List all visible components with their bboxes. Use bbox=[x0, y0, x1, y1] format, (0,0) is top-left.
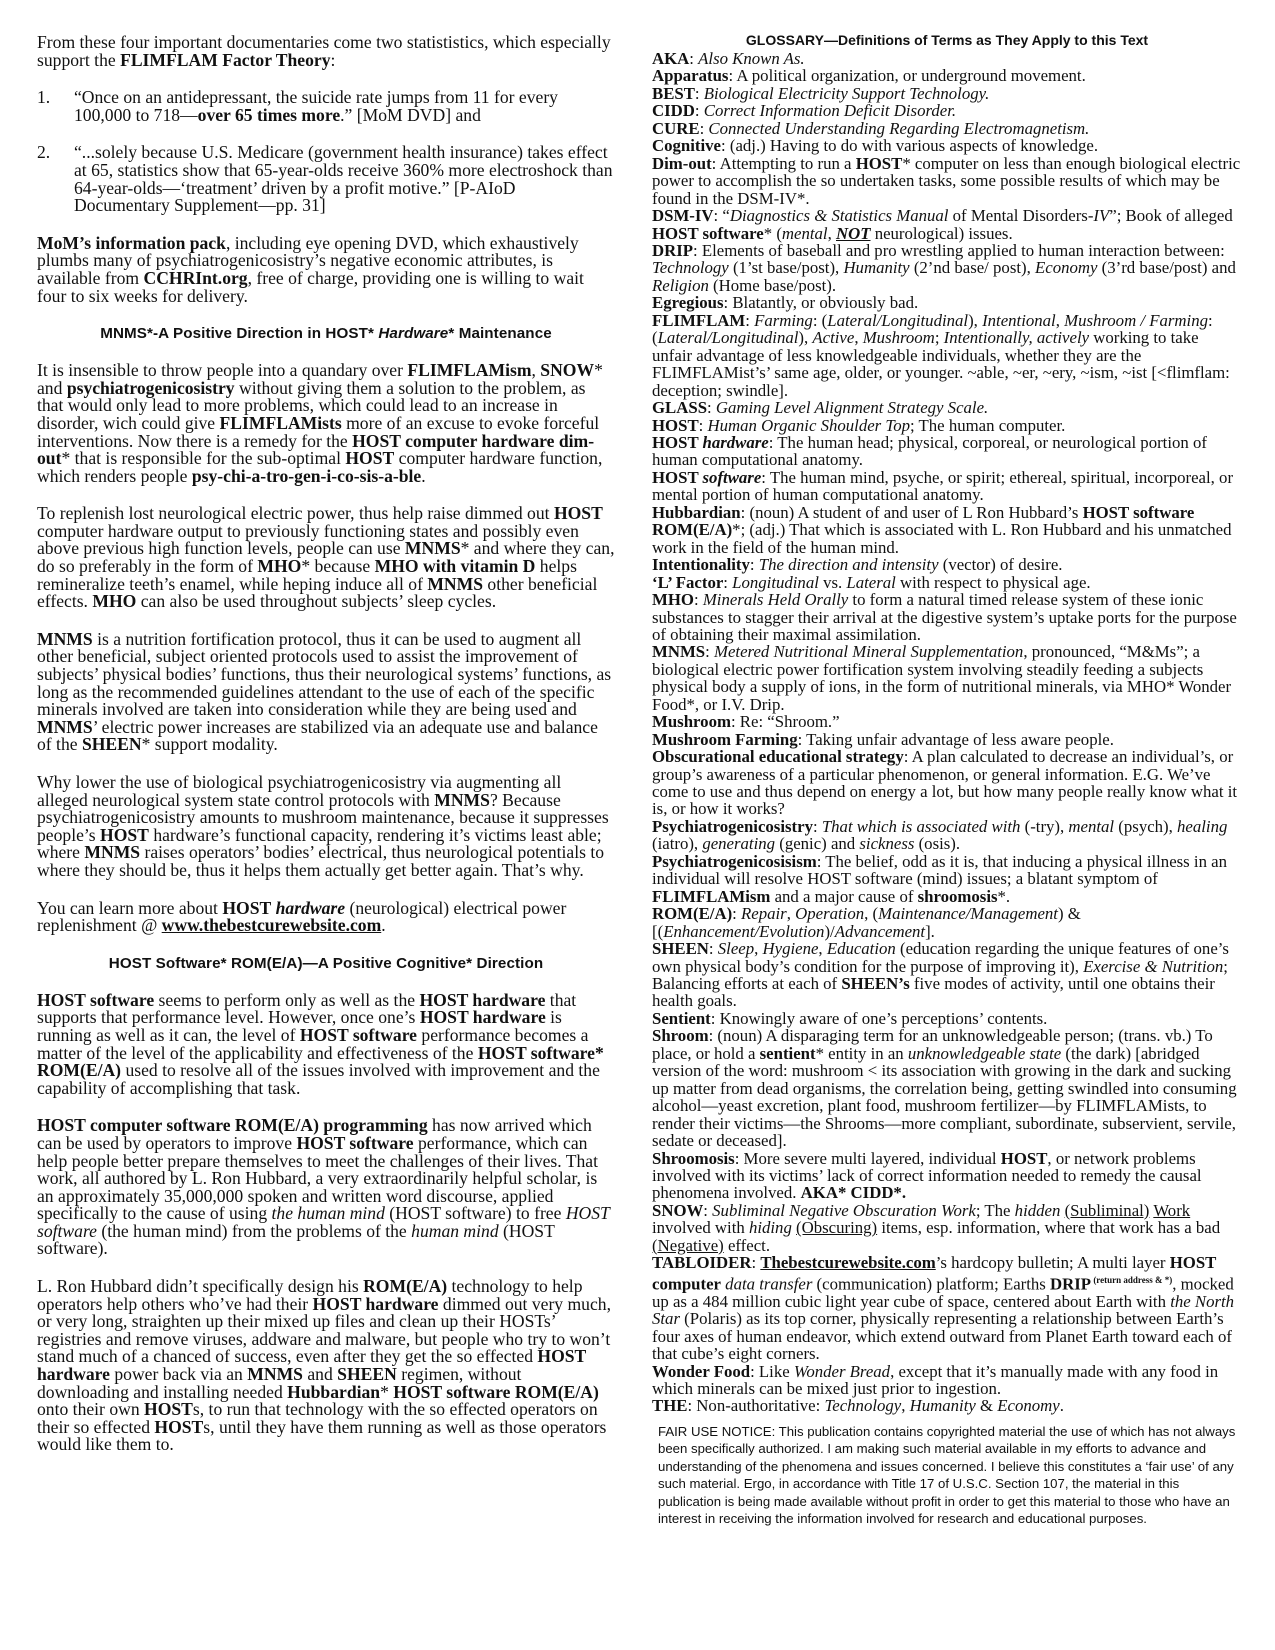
glossary-entry-mushroom: Mushroom: Re: “Shroom.” bbox=[652, 712, 840, 732]
glossary-entry-flimflam: FLIMFLAM: Farming: (Lateral/Longitudinal), Intentional, Mushroom / Farming: (Lateral/Longitudinal), Active, Mushroom; Intentionally, actively working to take unfair advantage of less knowledgeable individuals, whether they are the FLIMFLAMist’s’ same age, older, or younger. ~able, ~er, ~ery, ~ism, ~ist [<flimflam: deception; swindle]. bbox=[652, 310, 1230, 400]
list-item: 1. “Once on an antidepressant, the suicide rate jumps from 11 for every 100,000 to 718—over 65 times more.” [MoM DVD] and bbox=[37, 87, 558, 125]
intro-paragraph: From these four important documentaries come two statististics, which especially support the FLIMFLAM Factor Theory: bbox=[37, 32, 611, 70]
glossary-entry-host-hardware: HOST hardware: The human head; physical, corporeal, or neurological portion of human computational anatomy. bbox=[652, 432, 1207, 470]
glossary-entry-aka: AKA: Also Known As. bbox=[652, 49, 805, 68]
paragraph-learn-more: You can learn more about HOST hardware (neurological) electrical power replenishment @ www.thebestcurewebsite.com. bbox=[37, 897, 567, 936]
paragraph-why-lower: Why lower the use of biological psychiatrogenicosistry via augmenting all alleged neurological system state control protocols with MNMS? Because psychiatrogenicosistry amounts to mushroom maintenance, because it suppresses people’s HOST hardware’s functional capacity, rendering it’s victims least able; where MNMS raises operators’ bodies’ electrical, thus neurological potentials to where they should be, thus it helps them actually get better again. That’s why. bbox=[37, 772, 609, 880]
glossary-entry-mushroom-farming: Mushroom Farming: Taking unfair advantage of less aware people. bbox=[652, 729, 1114, 749]
glossary-entry-obscurational: Obscurational educational strategy: A plan calculated to decrease an individual’s, or group’s awareness of a particular phenomenon, or general information. E.G. We’ve come to use and thus depend on energy a lot, but how many people really know what it is, or how it works? bbox=[652, 747, 1238, 819]
glossary-entry-shroomosis: Shroomosis: More severe multi layered, individual HOST, or network problems involved with its victims’ lack of correct information needed to remedy the causal phenomena involved. AKA* CIDD*. bbox=[652, 1148, 1202, 1203]
left-column bbox=[37, 34, 615, 1474]
glossary-entry-wonder-food: Wonder Food: Like Wonder Bread, except that it’s manually made with any food in which minerals can be mixed just prior to ingestion. bbox=[652, 1361, 1219, 1399]
fair-use-notice: FAIR USE NOTICE: This publication contains copyrighted material the use of which has not always been specifically authorized. I am making such material available in my efforts to advance and understanding of the phenomena and issues concerned. I believe this constitutes a ‘fair use’ of any such material. Ergo, in accordance with Title 17 of U.S.C. Section 107, the material in this publication is being made available without profit in order to get this material to those who have an interest in receiving the information involved for research and educational purposes. bbox=[658, 1423, 1236, 1526]
glossary-column bbox=[652, 32, 1242, 1527]
glossary-entry-mnms: MNMS: Metered Nutritional Mineral Supplementation, pronounced, “M&Ms”; a biological electric power fortification system involving steadily feeding a subjects physical body a supply of ions, in the form of nutritional minerals, via MHO* Wonder Food*, or I.V. Drip. bbox=[652, 642, 1232, 714]
glossary-heading: GLOSSARY—Definitions of Terms as They Apply to this Text bbox=[745, 32, 1149, 48]
glossary-entry-mho: MHO: Minerals Held Orally to form a natural timed release system of these ionic substances to stagger their arrival at the digestive system’s uptake ports for the purpose of obtaining their maximal assimilation. bbox=[652, 590, 1237, 644]
glossary-entry-shroom: Shroom: (noun) A disparaging term for an unknowledgeable person; (trans. vb.) To place, or hold a sentient* entity in an unknowledgeable state (the dark) [abridged version of the word: mushroom < its association with growing in the dark and sucking up matter from dead organisms, the correlation being, getting swindled into consuming alcohol—yeast excretion, plant food, mushroom fertilizer—by FLIMFLAMists, to render their victims—the Shrooms—more compliant, subordinate, subservient, servile, sedate or deceased]. bbox=[652, 1026, 1237, 1151]
glossary-entry-egregious: Egregious: Blatantly, or obviously bad. bbox=[652, 293, 919, 313]
glossary-entry-l-factor: ‘L’ Factor: Longitudinal vs. Lateral with respect to physical age. bbox=[652, 572, 1091, 592]
glossary-entry-hubbardian: Hubbardian: (noun) A student of and user of L Ron Hubbard’s HOST software ROM(E/A)*; (adj.) That which is associated with L. Ron Hubbard and his unmatched work in the field of the human mind. bbox=[652, 502, 1232, 557]
glossary-entry-snow: SNOW: Subliminal Negative Obscuration Work; The hidden (Subliminal) Work involved with hiding (Obscuring) items, esp. information, where that work has a bad (Negative) effect. bbox=[652, 1200, 1221, 1255]
section-heading-mnms: MNMS*-A Positive Direction in HOST* Hardware* Maintenance bbox=[100, 325, 552, 343]
paragraph-host-software: HOST software seems to perform only as well as the HOST hardware that supports that performance level. However, once one’s HOST hardware is running as well as it can, the level of HOST software performance becomes a matter of the level of the applicability and effectiveness of the HOST software* ROM(E/A) used to resolve all of the issues involved with improvement and the capability of accomplishing that task. bbox=[37, 989, 604, 1098]
paragraph-insensible: It is insensible to throw people into a quandary over FLIMFLAMism, SNOW* and psychiatrogenicosistry without giving them a solution to the problem, as that would only lead to more problems, which could lead to an increase in disorder, wich could give FLIMFLAMists more of an excuse to evoke forceful interventions. Now there is a remedy for the HOST computer hardware dim-out* that is responsible for the sub-optimal HOST computer hardware function, which renders people psy-chi-a-tro-gen-i-co-sis-a-ble. bbox=[37, 360, 603, 486]
glossary-entry-cidd: CIDD: Correct Information Deficit Disorder. bbox=[652, 101, 957, 121]
section-heading-host-software: HOST Software* ROM(E/A)—A Positive Cognitive* Direction bbox=[108, 954, 544, 972]
list-item: 2. “...solely because U.S. Medicare (government health insurance) takes effect at 65, statistics show that 65-year-olds receive 360% more electroshock than 64-year-olds—‘treatment’ driven by a profit motive.” [P-AIoD Documentary Supplement—pp. 31] bbox=[37, 142, 613, 216]
glossary-entry-intentionality: Intentionality: The direction and intensity (vector) of desire. bbox=[652, 555, 1063, 575]
glossary-entry-apparatus: Apparatus: A political organization, or underground movement. bbox=[652, 66, 1086, 86]
paragraph-mnms-protocol: MNMS is a nutrition fortification protocol, thus it can be used to augment all other beneficial, subject oriented protocols used to assist the improvement of subjects’ physical bodies’ functions, thus their neurological systems’ functions, as long as the recommended guidelines attendant to the use of each of the specific minerals involved are taken into consideration while they are being used and MNMS’ electric power increases are stabilized via an adequate use and balance of the SHEEN* support modality. bbox=[37, 628, 612, 755]
glossary-entry-host: HOST: Human Organic Shoulder Top; The human computer. bbox=[652, 415, 1066, 435]
paragraph-rom-programming: HOST computer software ROM(E/A) programming has now arrived which can be used by operators to improve HOST software performance, which can help people better prepare themselves to meet the challenges of their lives. That work, all authored by L. Ron Hubbard, a very extraordinarily helpful scholar, is an approximately 35,000,000 spoken and written word discourse, applied specifically to the cause of using the human mind (HOST software) to free HOST software (the human mind) from the problems of the human mind (HOST software). bbox=[37, 1115, 610, 1259]
paragraph-replenish: To replenish lost neurological electric power, thus help raise dimmed out HOST computer hardware output to previously functioning states and possibly even above previous high function levels, people can use MNMS* and where they can, do so preferably in the form of MHO* because MHO with vitamin D helps remineralize teeth’s enamel, while heping induce all of MNMS other beneficial effects. MHO can also be used throughout subjects’ sleep cycles. bbox=[37, 503, 615, 612]
mom-paragraph: MoM’s information pack, including eye opening DVD, which exhaustively plumbs many of psychiatrogenicosistry’s negative economic attributes, is available from CCHRInt.org, free of charge, providing one is willing to wait four to six weeks for delivery. bbox=[37, 232, 584, 306]
glossary-entry-dim-out: Dim-out: Attempting to run a HOST* computer on less than enough biological electric power to accomplish the so undertaken tasks, some possible results of which may be found in the DSM-IV*. bbox=[652, 153, 1241, 208]
glossary-entry-host-software: HOST software: The human mind, psyche, or spirit; ethereal, spiritual, incorporeal, or mental portion of human computational anatomy. bbox=[652, 467, 1234, 505]
website-link[interactable]: www.thebestcurewebsite.com bbox=[161, 915, 382, 936]
glossary-entry-tabloider: TABLOIDER: Thebestcurewebsite.com’s hardcopy bulletin; A multi layer HOST computer data transfer (communication) platform; Earths DRIP $^{(return address \& *)}$, mocked up as a 484 million cubic light year cube of space, centered about Earth with the North Star (Polaris) as its top corner, physically representing a relationship between Earth’s four axes of human endeavor, which extend outward from Planet Earth toward each of that cube’s eight corners. bbox=[652, 1253, 1235, 1364]
glossary-entry-psychiatrogenicosistry: Psychiatrogenicosistry: That which is associated with (-try), mental (psych), healing (iatro), generating (genic) and sickness (osis). bbox=[652, 816, 1228, 854]
glossary-entry-rom: ROM(E/A): Repair, Operation, (Maintenance/Management) & [(Enhancement/Evolution)/Advancement]. bbox=[652, 904, 1081, 941]
statistics-list bbox=[37, 89, 615, 215]
glossary-entry-cure: CURE: Connected Understanding Regarding Electromagnetism. bbox=[652, 118, 1090, 138]
glossary-entry-glass: GLASS: Gaming Level Alignment Strategy Scale. bbox=[652, 398, 989, 418]
glossary-entry-best: BEST: Biological Electricity Support Technology. bbox=[652, 83, 990, 103]
glossary-entry-drip: DRIP: Elements of baseball and pro wrestling applied to human interaction between: Technology (1’st base/post), Humanity (2’nd base/ post), Economy (3’rd base/post) and Religion (Home base/post). bbox=[652, 240, 1236, 295]
glossary-entry-cognitive: Cognitive: (adj.) Having to do with various aspects of knowledge. bbox=[652, 136, 1099, 156]
glossary-entry-psychiatrogenicosisism: Psychiatrogenicosisism: The belief, odd as it is, that inducing a physical illness in an individual will resolve HOST software (mind) issues; a blatant symptom of FLIMFLAMism and a major cause of shroomosis*. bbox=[652, 851, 1227, 906]
glossary-entry-sentient: Sentient: Knowingly aware of one’s perceptions’ contents. bbox=[652, 1008, 1048, 1028]
glossary-entry-sheen: SHEEN: Sleep, Hygiene, Education (education regarding the unique features of one’s own physical body’s condition for the purpose of improving it), Exercise & Nutrition; Balancing efforts at each of SHEEN’s five modes of activity, until one obtains their health goals. bbox=[652, 939, 1229, 1011]
paragraph-hubbard: L. Ron Hubbard didn’t specifically design his ROM(E/A) technology to help operators help others who’ve had their HOST hardware dimmed out very much, or very long, straighten up their mixed up files and clean up their HOSTs’ registries and remove viruses, addware and malware, but people who try to won’t stand much of a chanced of success, even after they get the so effected HOST hardware power back via an MNMS and SHEEN regimen, without downloading and installing needed Hubbardian* HOST software ROM(E/A) onto their own HOSTs, to run that technology with the so effected operators on their so effected HOSTs, until they have them running as well as those operators would like them to. bbox=[37, 1276, 611, 1455]
glossary-entry-dsm-iv: DSM-IV: “Diagnostics & Statistics Manual of Mental Disorders-IV”; Book of alleged HOST software* (mental, NOT neurological) issues. bbox=[652, 206, 1233, 243]
glossary-entry-the: THE: Non-authoritative: Technology, Humanity & Economy. bbox=[652, 1396, 1064, 1416]
